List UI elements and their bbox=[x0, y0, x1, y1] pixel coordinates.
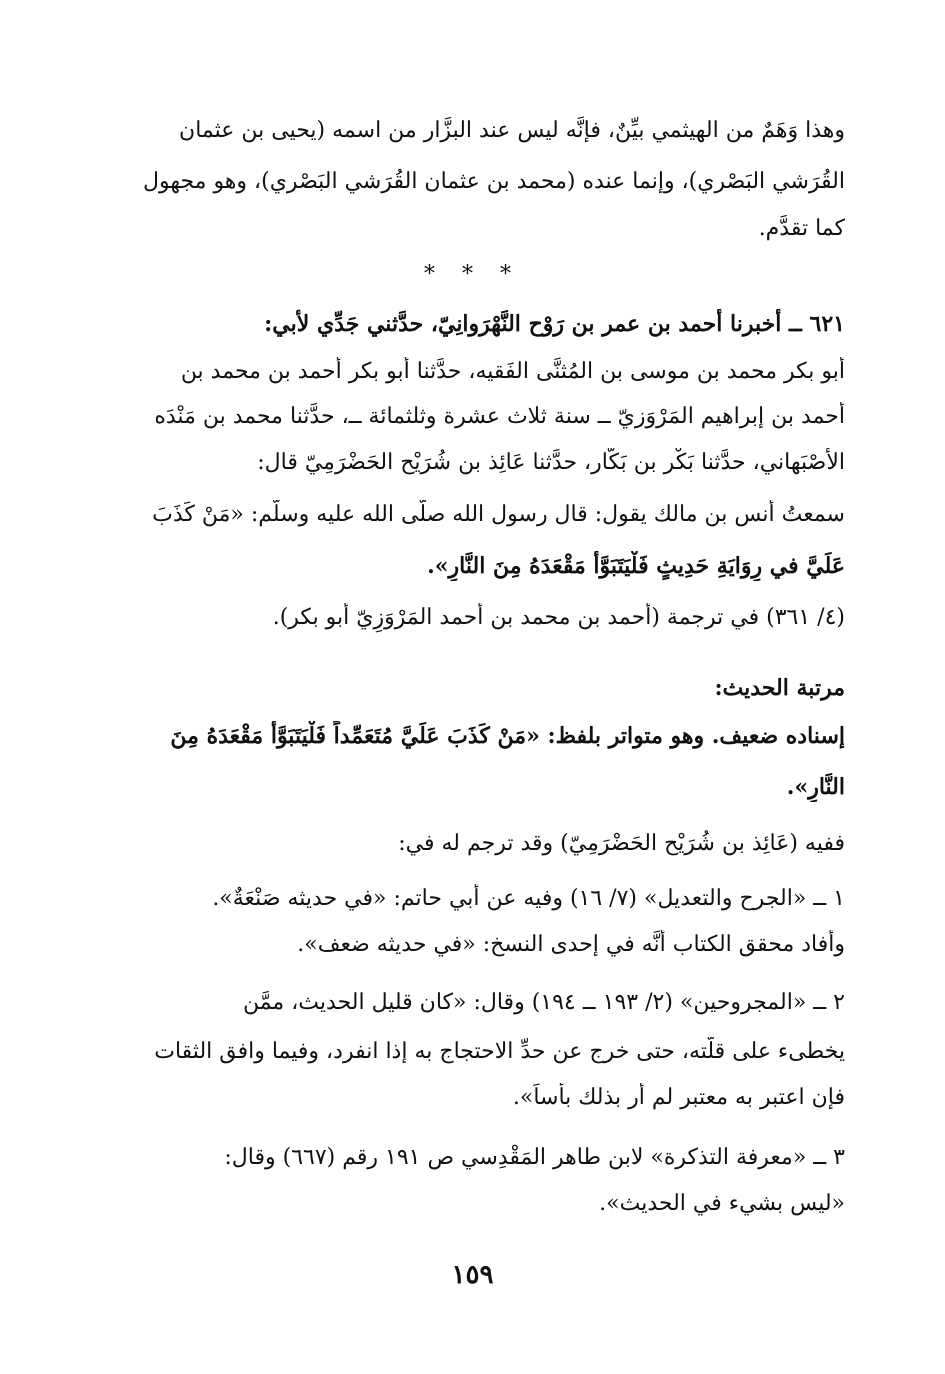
item-3-line-1: ٣ ــ «معرفة التذكرة» لابن طاهر المَقْدِسي ص ١٩١ رقم (٦٦٧) وقال: bbox=[224, 1145, 845, 1170]
item-1-line-1: ١ ــ «الجرح والتعديل» (٧/ ١٦) وفيه عن أبي حاتم: «في حديثه صَنْعَةٌ». bbox=[212, 886, 845, 911]
item-2-line-3: فإن اعتبر به معتبر لم أر بذلك بأساً». bbox=[512, 1085, 845, 1110]
source-reference: (٤/ ٣٦١) في ترجمة (أحمد بن محمد بن أحمد المَرْوَزِيّ أبو بكر). bbox=[272, 605, 845, 630]
intro-line-1: وهذا وَهَمٌ من الهيثمي بيِّنٌ، فإنَّه ليس عند البزَّار من اسمه (يحيى بن عثمان bbox=[179, 118, 845, 143]
hadith-matn-line-2: عَلَيَّ في رِوَايَةِ حَدِيثٍ فَلْيَتَبَوَّأْ مَقْعَدَهُ مِنَ النَّارِ». bbox=[427, 553, 845, 579]
item-2-line-1: ٢ ــ «المجروحين» (٢/ ١٩٣ ــ ١٩٤) وقال: «كان قليل الحديث، ممَّن bbox=[242, 990, 845, 1015]
item-2-line-2: يخطىء على قلَّته، حتى خرج عن حدِّ الاحتجاج به إذا انفرد، وفيما وافق الثقات bbox=[154, 1039, 845, 1064]
item-1-line-2: وأفاد محقق الكتاب أنَّه في إحدى النسخ: «في حديثه ضعف». bbox=[297, 932, 845, 957]
narrator-intro: ففيه (عَائِذ بن شُرَيْح الحَضْرَمِيّ) وقد ترجم له في: bbox=[398, 831, 845, 856]
section-heading: مرتبة الحديث: bbox=[714, 675, 845, 701]
intro-line-3: كما تقدَّم. bbox=[758, 216, 845, 241]
grading-line-1: إسناده ضعيف. وهو متواتر بلفظ: «مَنْ كَذَبَ عَلَيَّ مُتَعَمِّداً فَلْيَتَبَوَّأْ مَقْعَدَهُ مِنَ bbox=[170, 723, 845, 749]
grading-line-2: النَّارِ». bbox=[786, 774, 845, 800]
page-number: ١٥٩ bbox=[451, 1260, 494, 1290]
hadith-isnad-line-3: أحمد بن إبراهيم المَرْوَزيّ ــ سنة ثلاث عشرة وثلثمائة ــ، حدَّثنا محمد بن مَنْدَه bbox=[154, 404, 845, 429]
section-separator: * * * bbox=[424, 262, 521, 287]
hadith-isnad-line-2: أبو بكر محمد بن موسى بن المُثنَّى الفَقيه، حدَّثنا أبو بكر أحمد بن محمد بن bbox=[180, 359, 845, 384]
item-3-line-2: «ليس بشيء في الحديث». bbox=[599, 1191, 845, 1216]
hadith-isnad-line-1: ٦٢١ ــ أخبرنا أحمد بن عمر بن رَوْح النَّهْرَوانِيّ، حدَّثني جَدِّي لأبي: bbox=[264, 311, 845, 337]
hadith-isnad-line-4: الأصْبَهاني، حدَّثنا بَكْر بن بَكَّار، حدَّثنا عَائِذ بن شُرَيْح الحَضْرَمِيّ قال: bbox=[257, 450, 845, 475]
hadith-matn-line-1: سمعتُ أنس بن مالك يقول: قال رسول الله صلَّى الله عليه وسلَّم: «مَنْ كَذَبَ bbox=[152, 502, 845, 527]
intro-line-2: القُرَشي البَصْري)، وإنما عنده (محمد بن عثمان القُرَشي البَصْري)، وهو مجهول bbox=[142, 169, 845, 194]
